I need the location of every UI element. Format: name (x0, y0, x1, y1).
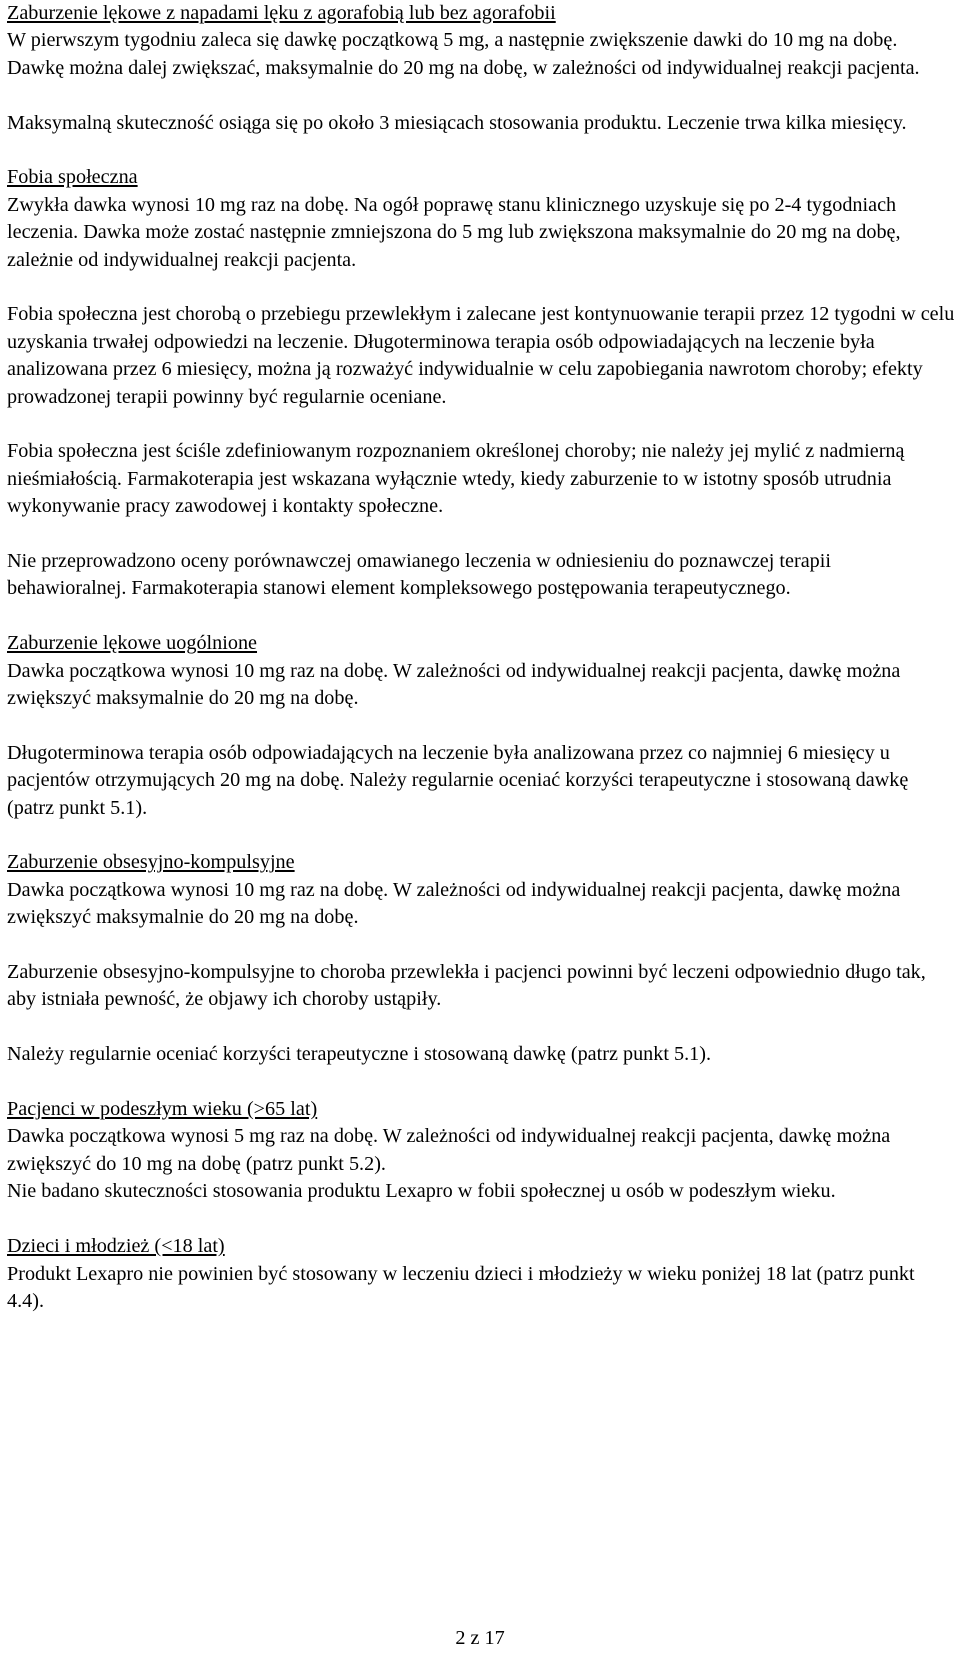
page-number: 2 z 17 (455, 1627, 505, 1649)
paragraph: Należy regularnie oceniać korzyści terapeutyczne i stosowaną dawkę (patrz punkt 5.1). (7, 1043, 712, 1066)
paragraph: Zaburzenie obsesyjno-kompulsyjne to choroba przewlekła i pacjenci powinni być leczeni odpowiednio długo tak, aby istniała pewność, że objawy ich choroby ustąpiły. (7, 961, 926, 1011)
section-heading-generalized-anxiety: Zaburzenie lękowe uogólnione (7, 632, 258, 655)
paragraph: Nie badano skuteczności stosowania produktu Lexapro w fobii społecznej u osób w podeszłym wieku. (7, 1180, 836, 1203)
section-heading-panic-disorder: Zaburzenie lękowe z napadami lęku z agorafobią lub bez agorafobii (7, 2, 556, 24)
paragraph: Dawka początkowa wynosi 10 mg raz na dobę. W zależności od indywidualnej reakcji pacjenta, dawkę można zwiększyć maksymalnie do 20 mg na dobę. (7, 878, 901, 929)
paragraph: Fobia społeczna jest ściśle zdefiniowanym rozpoznaniem określonej choroby; nie należy jej mylić z nadmierną nieśmiałością. Farmakoterapia jest wskazana wyłącznie wtedy, kiedy zaburzenie to w istotny sposób utrudnia wykonywanie pracy zawodowej i kontakty społeczne. (7, 440, 905, 518)
document-body (7, 0, 955, 1315)
paragraph: Długoterminowa terapia osób odpowiadających na leczenie była analizowana przez co najmniej 6 miesięcy u pacjentów otrzymujących 20 mg na dobę. Należy regularnie oceniać korzyści terapeutyczne i stosowaną dawkę (patrz punkt 5.1). (7, 741, 909, 819)
paragraph: Nie przeprowadzono oceny porównawczej omawianego leczenia w odniesieniu do poznawczej terapii behawioralnej. Farmakoterapia stanowi element kompleksowego postępowania terapeutycznego. (7, 550, 831, 600)
paragraph: Dawka początkowa wynosi 10 mg raz na dobę. W zależności od indywidualnej reakcji pacjenta, dawkę można zwiększyć maksymalnie do 20 mg na dobę. (7, 659, 901, 710)
section-heading-ocd: Zaburzenie obsesyjno-kompulsyjne (7, 851, 295, 874)
paragraph: Fobia społeczna jest chorobą o przebiegu przewlekłym i zalecane jest kontynuowanie terapii przez 12 tygodni w celu uzyskania trwałej odpowiedzi na leczenie. Długoterminowa terapia osób odpowiadających na leczenie była analizowana przez 6 miesięcy, można ją rozważyć indywidualnie w celu zapobiegania nawrotom choroby; efekty prowadzonej terapii powinny być regularnie oceniane. (7, 303, 955, 408)
section-heading-social-phobia: Fobia społeczna (7, 166, 138, 189)
paragraph: Maksymalną skuteczność osiąga się po około 3 miesiącach stosowania produktu. Leczenie trwa kilka miesięcy. (7, 111, 907, 134)
paragraph: Dawka początkowa wynosi 5 mg raz na dobę. W zależności od indywidualnej reakcji pacjenta, dawkę można zwiększyć do 10 mg na dobę (patrz punkt 5.2). (7, 1125, 891, 1175)
paragraph: Produkt Lexapro nie powinien być stosowany w leczeniu dzieci i młodzieży w wieku poniżej 18 lat (patrz punkt 4.4). (7, 1262, 915, 1312)
paragraph: Zwykła dawka wynosi 10 mg raz na dobę. Na ogół poprawę stanu klinicznego uzyskuje się po 2-4 tygodniach leczenia. Dawka może zostać następnie zmniejszona do 5 mg lub zwiększona maksymalnie do 20 mg na dobę, zależnie od indywidualnej reakcji pacjenta. (7, 193, 901, 271)
paragraph: W pierwszym tygodniu zaleca się dawkę początkową 5 mg, a następnie zwiększenie dawki do 10 mg na dobę. Dawkę można dalej zwiększać, maksymalnie do 20 mg na dobę, w zależności od indywidualnej reakcji pacjenta. (7, 29, 920, 79)
section-heading-elderly: Pacjenci w podeszłym wieku (>65 lat) (7, 1098, 318, 1121)
section-heading-children: Dzieci i młodzież (<18 lat) (7, 1235, 225, 1258)
